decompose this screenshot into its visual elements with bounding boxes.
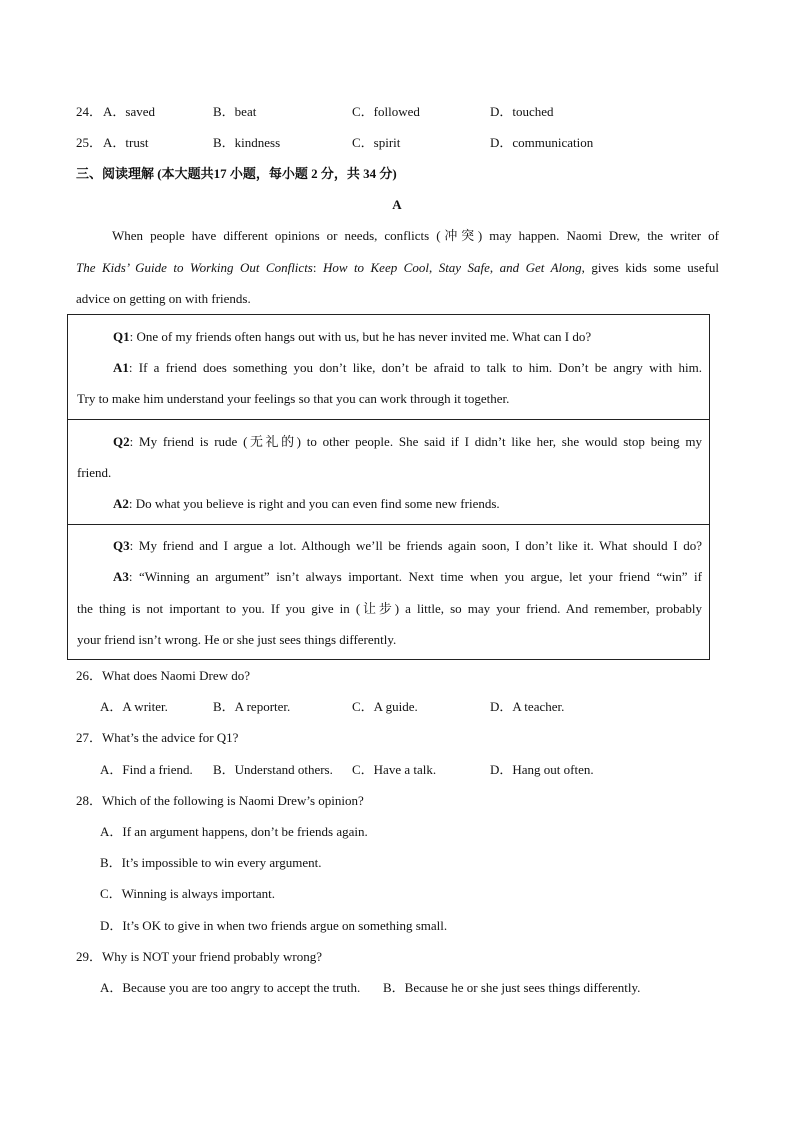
- option-d: D．communication: [490, 135, 594, 150]
- book-title-part: Stay Safe: [438, 260, 490, 275]
- a3-text: : “Winning an argument” isn’t always important. Next time when you argue, let your friend “win” if: [128, 569, 702, 584]
- intro-line-3: advice on getting on with friends.: [76, 291, 251, 306]
- a2-label: A2: [113, 496, 129, 511]
- question-number: 25．: [76, 135, 103, 150]
- q1-text: : One of my friends often hangs out with us, but he has never invited me. What can I do?: [129, 329, 592, 344]
- a3-line-3: your friend isn’t wrong. He or she just sees things differently.: [77, 632, 397, 647]
- option-b: B．It’s impossible to win every argument.: [100, 855, 322, 870]
- a3-line: [113, 569, 702, 585]
- option-d: D．A teacher.: [490, 699, 565, 714]
- question-number: 24．: [76, 104, 103, 119]
- option-a: A．Find a friend.: [100, 762, 193, 777]
- q1-label: Q1: [113, 329, 130, 344]
- option-c: C．A guide.: [352, 699, 418, 714]
- q2-label: Q2: [113, 434, 130, 449]
- a1-label: A1: [113, 360, 129, 375]
- punct: ,: [489, 260, 500, 275]
- book-title: The Kids’ Guide to Working Out Conflicts: [76, 260, 313, 275]
- option-a: A．If an argument happens, don’t be friends again.: [100, 824, 368, 839]
- option-b: B．kindness: [213, 135, 281, 150]
- q2-line-2: friend.: [77, 465, 112, 480]
- option-c: C．followed: [352, 104, 420, 119]
- q3-label: Q3: [113, 538, 130, 553]
- a1-text: : If a friend does something you don’t like, don’t be afraid to talk to him. Don’t be angry with him.: [128, 360, 702, 375]
- qa-cell-1: [67, 314, 710, 420]
- a1-line-2: Try to make him understand your feelings so that you can work through it together.: [77, 391, 510, 406]
- option-d: D．touched: [490, 104, 554, 119]
- question-stem: 27．What’s the advice for Q1?: [76, 730, 239, 745]
- a3-line-2: the thing is not important to you. If you give in (让步) a little, so may your friend. And remember, probably: [77, 601, 702, 616]
- option-a: A．trust: [103, 135, 149, 150]
- option-a: A．saved: [103, 104, 155, 119]
- question-stem: 28．Which of the following is Naomi Drew’s opinion?: [76, 793, 364, 808]
- section-heading: [76, 166, 397, 182]
- option-b: B．beat: [213, 104, 257, 119]
- a2-line: [113, 496, 702, 512]
- option-b: B．A reporter.: [213, 699, 291, 714]
- question-stem: 29．Why is NOT your friend probably wrong?: [76, 949, 322, 964]
- option-c: C．spirit: [352, 135, 401, 150]
- qa-cell-2: [67, 419, 710, 525]
- option-c: C．Winning is always important.: [100, 886, 275, 901]
- option-c: C．Have a talk.: [352, 762, 437, 777]
- intro-line-2: [76, 260, 719, 276]
- section-note: (本大题共17 小题，每小题 2 分，共 34 分): [154, 166, 397, 181]
- option-a: A．A writer.: [100, 699, 168, 714]
- q3-line: [113, 538, 702, 554]
- option-b: B．Because he or she just sees things differently.: [383, 980, 641, 995]
- section-title: 三、阅读理解: [76, 166, 155, 181]
- option-b: B．Understand others.: [213, 762, 333, 777]
- intro-line-1: When people have different opinions or needs, conflicts (冲突) may happen. Naomi Drew, the writer of: [112, 228, 719, 243]
- option-d: D．It’s OK to give in when two friends argue on something small.: [100, 918, 448, 933]
- qa-cell-3: [67, 524, 710, 660]
- option-a: A．Because you are too angry to accept the truth.: [100, 980, 361, 995]
- book-title-part: How to Keep Cool: [322, 260, 429, 275]
- punct: ,: [428, 260, 439, 275]
- q2-line: [113, 434, 702, 450]
- intro-rest: , gives kids some useful: [581, 260, 720, 275]
- question-stem: 26．What does Naomi Drew do?: [76, 668, 251, 683]
- a2-text: : Do what you believe is right and you can even find some new friends.: [128, 496, 500, 511]
- q1-line: [113, 329, 702, 345]
- punct: :: [312, 260, 323, 275]
- q3-text: : My friend and I argue a lot. Although we’ll be friends again soon, I don’t like it. What should I do?: [129, 538, 702, 553]
- passage-label: A: [392, 197, 402, 212]
- a1-line: [113, 360, 702, 376]
- book-title-part: and Get Along: [499, 260, 582, 275]
- option-d: D．Hang out often.: [490, 762, 594, 777]
- q2-text: : My friend is rude (无礼的) to other people. She said if I didn’t like her, she would stop being my: [129, 434, 702, 449]
- a3-label: A3: [113, 569, 129, 584]
